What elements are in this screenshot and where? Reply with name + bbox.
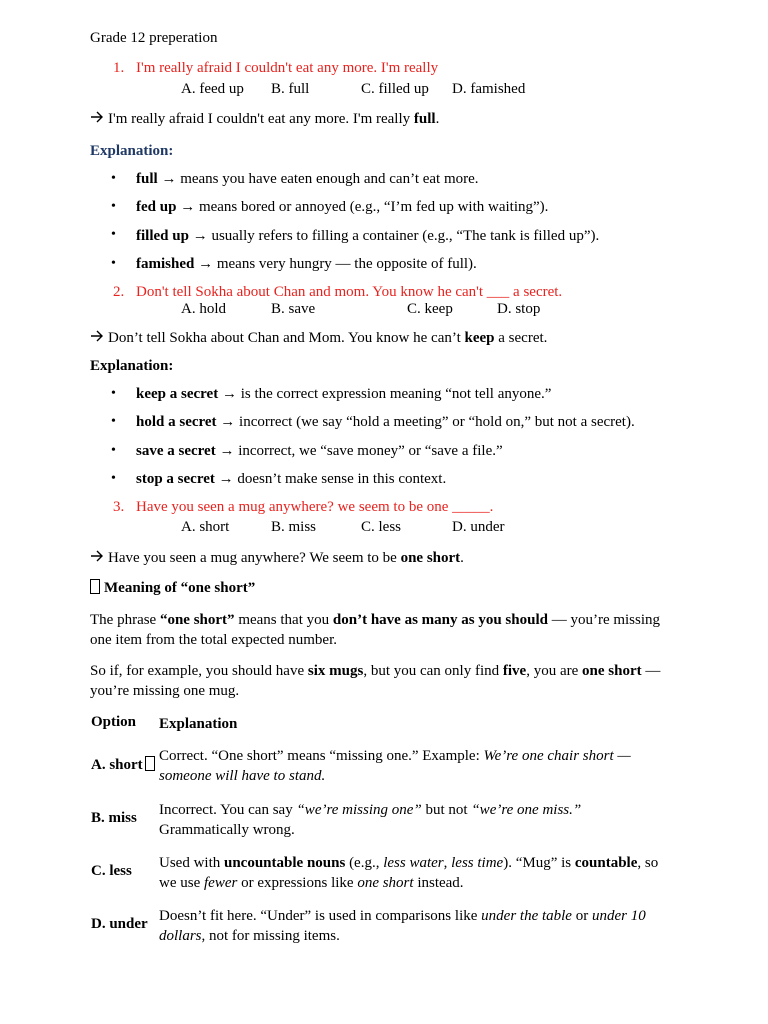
arrow-icon: → bbox=[220, 414, 236, 430]
answer-1-post: . bbox=[435, 111, 440, 127]
option-d: D. famished bbox=[452, 81, 526, 97]
arrow-icon: → bbox=[218, 471, 234, 487]
answer-1-pre: I'm really afraid I couldn't eat any more. I'm really bbox=[108, 111, 414, 127]
bullet-icon: • bbox=[111, 227, 116, 242]
table-explanation: Incorrect. You can say “we’re missing one” but not “we’re one miss.” Grammatically wrong. bbox=[159, 802, 582, 838]
meaning-paragraph-2: So if, for example, you should have six mugs, but you can only find five, you are one short — you’re missing one mug. bbox=[90, 663, 661, 699]
explanation-1-item-4: famished → means very hungry — the opposite of full). bbox=[136, 256, 477, 272]
table-explanation: Doesn’t fit here. “Under” is used in comparisons like under the table or under 10 dollars, not for missing items. bbox=[159, 908, 646, 944]
question-1-number: 1. bbox=[113, 60, 125, 76]
answer-1-word: full bbox=[413, 111, 436, 127]
question-3-text: Have you seen a mug anywhere? we seem to be one _____. bbox=[136, 499, 494, 515]
bullet-icon: • bbox=[111, 199, 116, 214]
arrow-icon: → bbox=[192, 228, 208, 244]
bullet-icon: • bbox=[111, 386, 116, 401]
arrow-icon: → bbox=[221, 386, 237, 402]
option-c: C. less bbox=[361, 519, 402, 535]
answer-1 bbox=[90, 110, 439, 128]
explanation-1-heading: Explanation: bbox=[90, 143, 174, 159]
option-a: A. hold bbox=[181, 301, 226, 317]
table-explanation: Used with uncountable nouns (e.g., less water, less time). “Mug” is countable, so we use fewer or expressions like one short instead. bbox=[159, 855, 659, 891]
arrow-right-icon bbox=[90, 110, 108, 128]
explanation-2-item-2: hold a secret → incorrect (we say “hold a meeting” or “hold on,” but not a secret). bbox=[136, 414, 635, 430]
option-d: D. stop bbox=[497, 301, 541, 317]
question-2-text: Don't tell Sokha about Chan and mom. You know he can't ___ a secret. bbox=[136, 284, 563, 300]
explanation-1-item-1: full → means you have eaten enough and can’t eat more. bbox=[136, 171, 479, 187]
arrow-icon: → bbox=[180, 199, 196, 215]
answer-3-word: one short bbox=[400, 550, 461, 566]
table-explanation: Correct. “One short” means “missing one.” Example: We’re one chair short — someone will have to stand. bbox=[159, 748, 631, 784]
answer-3: Have you seen a mug anywhere? We seem to be one short. bbox=[90, 549, 464, 567]
meaning-heading: Meaning of “one short” bbox=[90, 579, 255, 597]
bullet-icon: • bbox=[111, 414, 116, 429]
page-title: Grade 12 preperation bbox=[90, 30, 218, 46]
answer-2: Don’t tell Sokha about Chan and Mom. You know he can’t keep a secret. bbox=[90, 329, 547, 347]
option-b: B. miss bbox=[271, 519, 317, 535]
arrow-icon: → bbox=[161, 171, 177, 187]
explanation-2-heading: Explanation: bbox=[90, 358, 174, 374]
arrow-right-icon bbox=[90, 329, 108, 347]
explanation-2-item-4: stop a secret → doesn’t make sense in this context. bbox=[136, 471, 447, 487]
question-1-text: I'm really afraid I couldn't eat any more. I'm really bbox=[136, 60, 439, 76]
explanation-1-item-2: fed up → means bored or annoyed (e.g., “I’m fed up with waiting”). bbox=[136, 199, 549, 215]
question-2-number: 2. bbox=[113, 284, 125, 300]
bullet-icon: • bbox=[111, 471, 116, 486]
answer-2-word: keep bbox=[464, 330, 495, 346]
arrow-icon: → bbox=[198, 256, 214, 272]
option-a: A. feed up bbox=[181, 81, 244, 97]
option-a: A. short bbox=[181, 519, 230, 535]
option-c: C. filled up bbox=[361, 81, 429, 97]
table-option: A. short bbox=[91, 756, 155, 774]
bullet-icon: • bbox=[111, 171, 116, 186]
bullet-icon: • bbox=[111, 443, 116, 458]
option-d: D. under bbox=[452, 519, 505, 535]
table-header-explanation: Explanation bbox=[159, 716, 238, 732]
missing-glyph-icon bbox=[145, 756, 155, 771]
arrow-right-icon bbox=[90, 549, 108, 567]
bullet-icon: • bbox=[111, 256, 116, 271]
explanation-2-item-3: save a secret → incorrect, we “save money” or “save a file.” bbox=[136, 443, 503, 459]
meaning-paragraph-1: The phrase “one short” means that you don’t have as many as you should — you’re missing one item from the total expected number. bbox=[90, 612, 661, 648]
option-c: C. keep bbox=[407, 301, 453, 317]
explanation-1-item-3: filled up → usually refers to filling a container (e.g., “The tank is filled up”). bbox=[136, 228, 600, 244]
table-option: B. miss bbox=[91, 810, 137, 826]
missing-glyph-icon bbox=[90, 579, 100, 594]
option-b: B. save bbox=[271, 301, 316, 317]
arrow-icon: → bbox=[219, 443, 235, 459]
option-b: B. full bbox=[271, 81, 310, 97]
explanation-2-item-1: keep a secret → is the correct expression meaning “not tell anyone.” bbox=[136, 386, 552, 402]
question-3-number: 3. bbox=[113, 499, 125, 515]
table-option: C. less bbox=[91, 863, 132, 879]
table-option: D. under bbox=[91, 916, 148, 932]
table-header-option: Option bbox=[91, 714, 137, 730]
